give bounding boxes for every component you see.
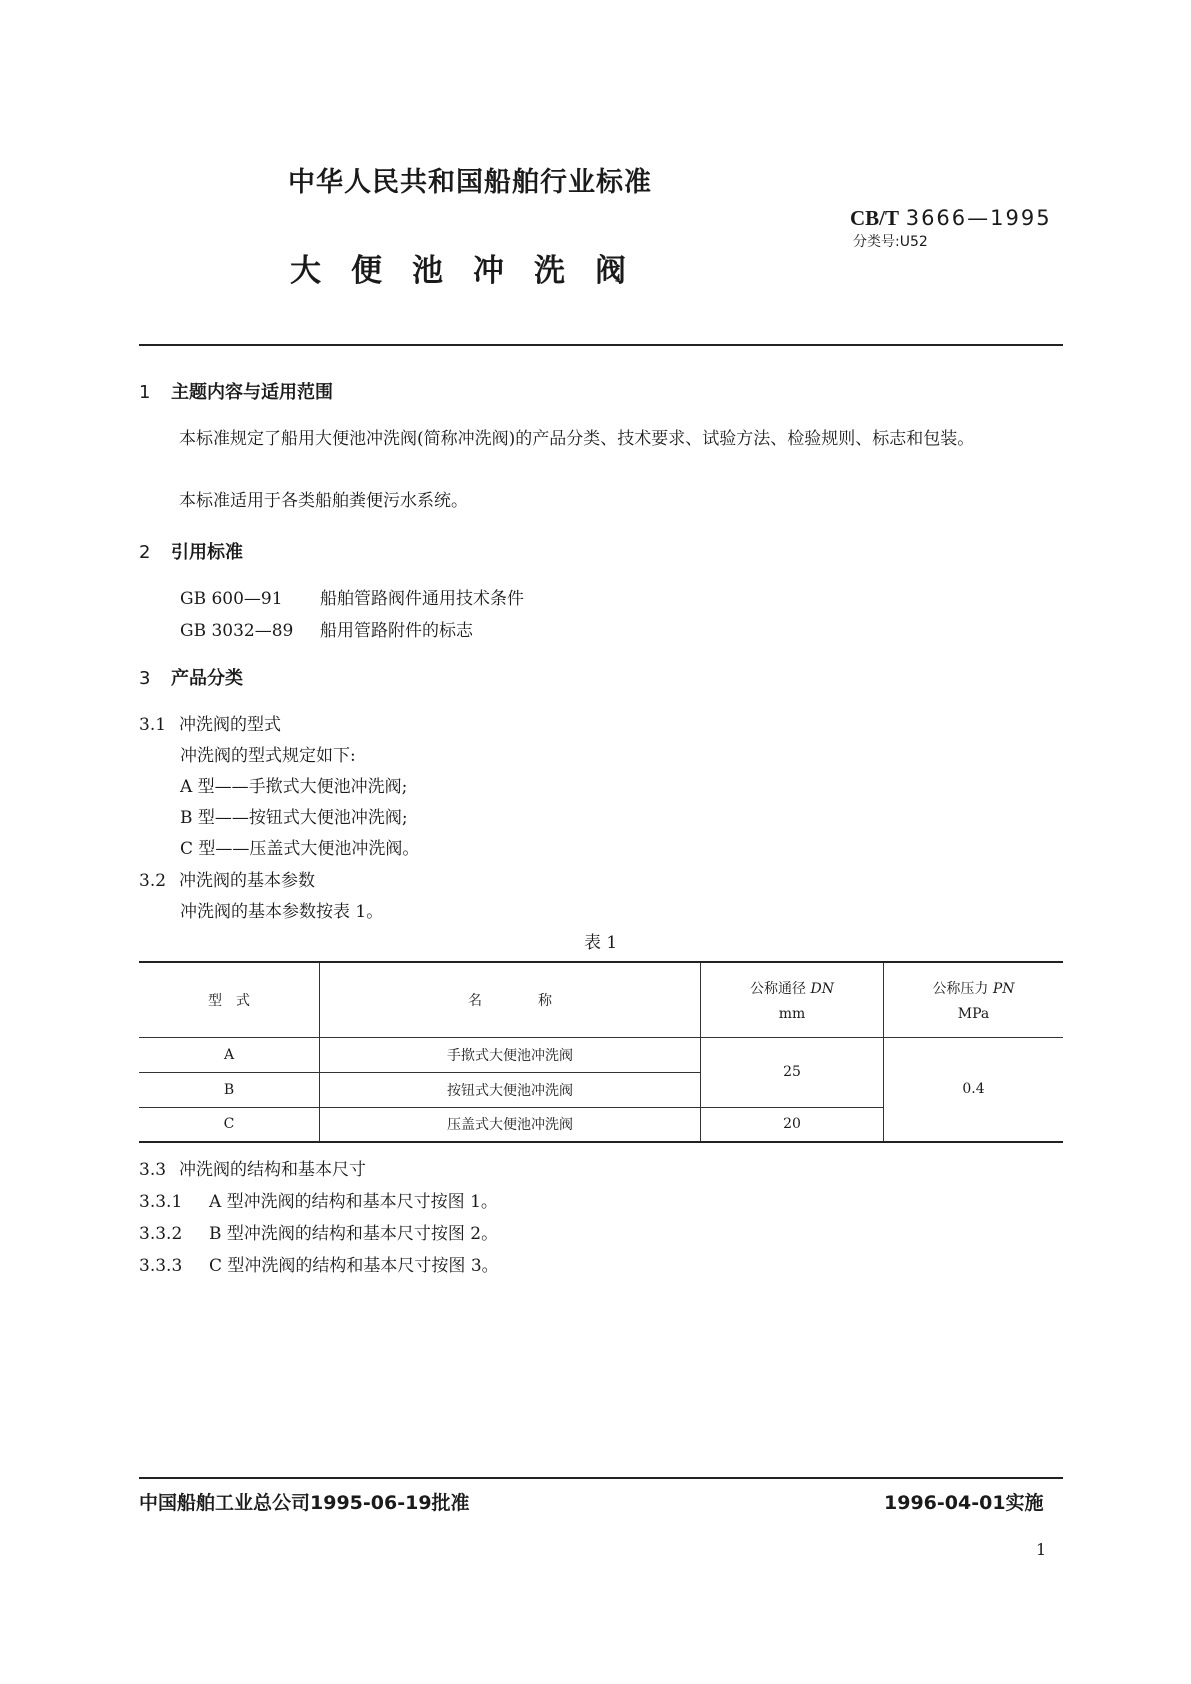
reference-item xyxy=(180,616,473,641)
document-code xyxy=(850,206,1052,231)
page-number: 1 xyxy=(1036,1540,1047,1559)
cell-type: A xyxy=(139,1037,320,1072)
cell-dn: 25 xyxy=(701,1037,884,1107)
section-number: 1 xyxy=(139,382,151,403)
clause-number: 3.3.2 xyxy=(139,1224,183,1244)
header-divider xyxy=(139,344,1063,346)
document-title: 大便池冲洗阀 xyxy=(290,253,656,289)
reference-name: 船用管路附件的标志 xyxy=(320,621,473,641)
approval-line: 中国船舶工业总公司1995-06-19批准 xyxy=(139,1492,470,1514)
types-intro: 冲洗阀的型式规定如下: xyxy=(180,746,356,766)
parameters-table xyxy=(139,961,1063,1143)
clause-text: C 型冲洗阀的结构和基本尺寸按图 3。 xyxy=(209,1256,499,1276)
col-header-pn xyxy=(884,962,1064,1037)
section-1-paragraph-1: 本标准规定了船用大便池冲洗阀(简称冲洗阀)的产品分类、技术要求、试验方法、检验规则、标志和包装。 xyxy=(179,429,975,449)
footer-divider xyxy=(139,1477,1063,1479)
clause-number: 3.3.1 xyxy=(139,1192,183,1212)
clause-item xyxy=(139,1219,498,1244)
section-title: 主题内容与适用范围 xyxy=(171,382,333,403)
subsection-3-1-heading xyxy=(139,710,281,735)
reference-name: 船舶管路阀件通用技术条件 xyxy=(320,589,524,609)
subsection-title: 冲洗阀的结构和基本尺寸 xyxy=(179,1160,366,1180)
dn-label: 公称通径 xyxy=(750,980,807,997)
code-prefix: CB/T xyxy=(850,206,900,230)
cell-type: C xyxy=(139,1107,320,1142)
type-item: C 型——压盖式大便池冲洗阀。 xyxy=(180,839,420,859)
section-number: 3 xyxy=(139,668,151,689)
subsection-title: 冲洗阀的型式 xyxy=(179,715,281,735)
cell-type: B xyxy=(139,1072,320,1107)
type-item: A 型——手揿式大便池冲洗阀; xyxy=(180,777,408,797)
code-number: 3666—1995 xyxy=(905,206,1052,230)
subsection-3-2-heading xyxy=(139,866,315,891)
table-caption: 表 1 xyxy=(584,933,618,953)
type-item: B 型——按钮式大便池冲洗阀; xyxy=(180,808,408,828)
dn-symbol: DN xyxy=(810,980,834,997)
section-3-heading xyxy=(139,664,243,690)
col-header-dn xyxy=(701,962,884,1037)
subsection-3-2-text: 冲洗阀的基本参数按表 1。 xyxy=(180,902,384,922)
section-title: 引用标准 xyxy=(171,542,243,563)
clause-text: B 型冲洗阀的结构和基本尺寸按图 2。 xyxy=(209,1224,499,1244)
table-row xyxy=(139,1037,1063,1072)
classification-number: 分类号:U52 xyxy=(853,234,928,250)
reference-code: GB 3032—89 xyxy=(180,621,294,641)
section-2-heading xyxy=(139,538,243,564)
cell-pn: 0.4 xyxy=(884,1037,1064,1142)
effective-date: 1996-04-01实施 xyxy=(884,1492,1044,1514)
section-1-heading xyxy=(139,378,333,404)
subsection-number: 3.1 xyxy=(139,715,167,735)
clause-item xyxy=(139,1187,498,1212)
clause-item xyxy=(139,1251,499,1276)
cell-name: 压盖式大便池冲洗阀 xyxy=(320,1107,701,1142)
cell-dn: 20 xyxy=(701,1107,884,1142)
clause-text: A 型冲洗阀的结构和基本尺寸按图 1。 xyxy=(209,1192,498,1212)
col-header-name: 名 称 xyxy=(320,962,701,1037)
cell-name: 按钮式大便池冲洗阀 xyxy=(320,1072,701,1107)
pn-unit: MPa xyxy=(957,1005,990,1022)
table-header-row xyxy=(139,962,1063,1037)
col-header-type: 型 式 xyxy=(139,962,320,1037)
section-title: 产品分类 xyxy=(171,668,243,689)
clause-number: 3.3.3 xyxy=(139,1256,183,1276)
subsection-number: 3.2 xyxy=(139,871,167,891)
reference-item xyxy=(180,584,524,609)
dn-unit: mm xyxy=(778,1005,806,1022)
subsection-number: 3.3 xyxy=(139,1160,167,1180)
subsection-3-3-heading xyxy=(139,1155,366,1180)
cell-name: 手揿式大便池冲洗阀 xyxy=(320,1037,701,1072)
pn-label: 公称压力 xyxy=(932,980,989,997)
industry-standard-title: 中华人民共和国船舶行业标准 xyxy=(288,167,652,198)
subsection-title: 冲洗阀的基本参数 xyxy=(179,871,315,891)
pn-symbol: PN xyxy=(992,980,1015,997)
section-1-paragraph-2: 本标准适用于各类船舶粪便污水系统。 xyxy=(179,491,468,511)
reference-code: GB 600—91 xyxy=(180,589,283,609)
section-number: 2 xyxy=(139,542,151,563)
